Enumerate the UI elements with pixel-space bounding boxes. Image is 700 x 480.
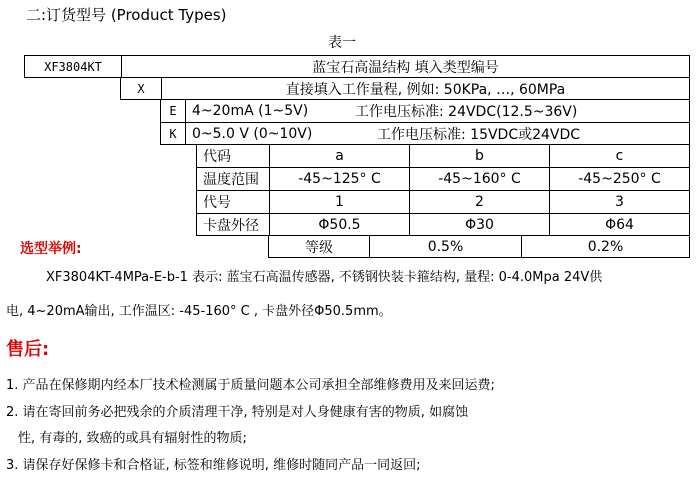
- option-output: 4~20mA (1~5V): [192, 103, 309, 119]
- option-output: 0~5.0 V (0~10V): [192, 125, 313, 142]
- spec-header-value: c: [615, 148, 624, 164]
- spec-cell: Φ50.5: [318, 216, 361, 233]
- example-line: XF3804KT-4MPa-E-b-1 表示: 蓝宝石高温传感器, 不锈钢快装卡箍结构, 量程: 0-4.0Mpa 24V供: [46, 270, 603, 285]
- spec-table: [196, 144, 690, 236]
- range-description: 直接填入工作量程, 例如: 50KPa, …, 60MPa: [285, 81, 566, 98]
- spec-row-label: 温度范围: [203, 172, 259, 188]
- spec-row-label: 代号: [203, 195, 231, 211]
- option-code: K: [169, 126, 177, 141]
- model-code: XF3804KT: [44, 59, 102, 74]
- section-title: 二:订货型号 (Product Types): [26, 6, 227, 24]
- after-sales-item: 1. 产品在保修期内经本厂技术检测属于质量问题本公司承担全部维修费用及来回运费;: [6, 378, 495, 393]
- option-voltage: 工作电压标准: 24VDC(12.5~36V): [355, 104, 578, 120]
- spec-cell: Φ30: [465, 216, 494, 233]
- example-title: 选型举例:: [20, 241, 82, 257]
- accuracy-label: 等级: [305, 239, 333, 256]
- range-row: [120, 77, 690, 100]
- spec-header-value: a: [335, 148, 344, 164]
- example-line: 电, 4~20mA输出, 工作温区: -45-160° C , 卡盘外径Φ50.5mm。: [6, 304, 392, 319]
- after-sales-item: 2. 请在寄回前务必把残余的介质清理干净, 特别是对人身健康有害的物质, 如腐蚀: [6, 405, 469, 420]
- spec-row-label: 卡盘外径: [203, 217, 259, 234]
- option-code: E: [169, 104, 177, 118]
- range-code: X: [137, 81, 145, 96]
- spec-cell: Φ64: [605, 216, 634, 233]
- model-description: 蓝宝石高温结构 填入类型编号: [312, 59, 499, 76]
- spec-cell: -45~125° C: [298, 171, 381, 187]
- after-sales-item: 3. 请保存好保修卡和合格证, 标签和维修说明, 维修时随同产品一同返回;: [6, 458, 421, 473]
- accuracy-value: 0.2%: [587, 238, 624, 255]
- option-voltage: 工作电压标准: 15VDC或24VDC: [377, 126, 581, 143]
- accuracy-row: [268, 235, 690, 258]
- spec-cell: -45~160° C: [438, 171, 521, 187]
- spec-cell: 1: [335, 194, 344, 210]
- output-options: [160, 99, 690, 145]
- accuracy-value: 0.5%: [427, 238, 464, 255]
- spec-header-value: b: [475, 148, 484, 164]
- spec-cell: 2: [475, 194, 484, 210]
- spec-cell: 3: [615, 194, 624, 210]
- after-sales-title: 售后:: [6, 339, 50, 360]
- model-row: [24, 55, 690, 78]
- after-sales-item: 性, 有毒的, 致癌的或具有辐射性的物质;: [18, 431, 247, 446]
- spec-cell: -45~250° C: [578, 171, 661, 187]
- table-caption: 表一: [328, 35, 356, 51]
- spec-header-label: 代码: [203, 149, 231, 165]
